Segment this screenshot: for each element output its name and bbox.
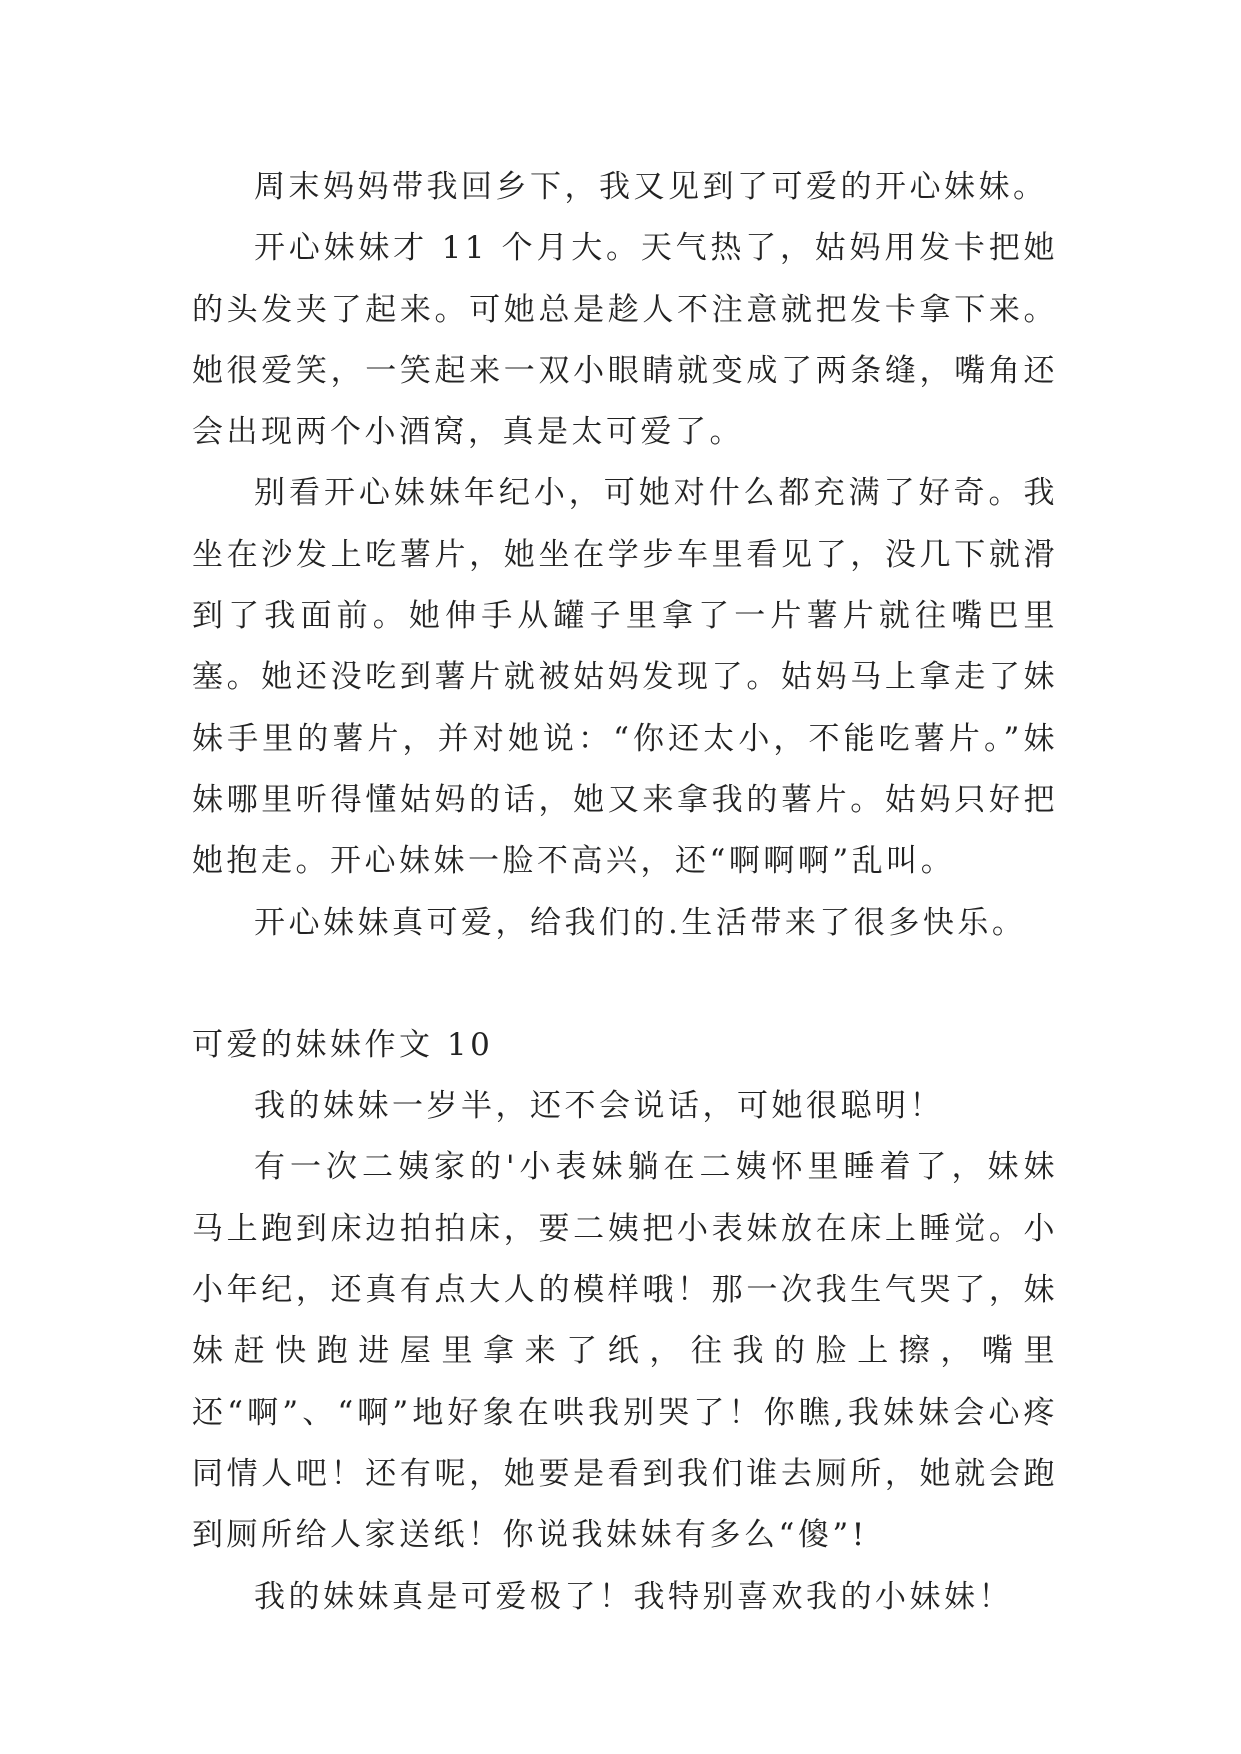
paragraph: 别看开心妹妹年纪小，可她对什么都充满了好奇。我坐在沙发上吃薯片，她坐在学步车里看见了，没几下就滑到了我面前。她伸手从罐子里拿了一片薯片就往嘴巴里塞。她还没吃到薯片就被姑妈发现了。姑妈马上拿走了妹妹手里的薯片，并对她说：“你还太小，不能吃薯片。”妹妹哪里听得懂姑妈的话，她又来拿我的薯片。姑妈只好把她抱走。开心妹妹一脸不高兴，还“啊啊啊”乱叫。 — [192, 475, 1058, 880]
paragraph: 开心妹妹才 11 个月大。天气热了，姑妈用发卡把她的头发夹了起来。可她总是趁人不注意就把发卡拿下来。她很爱笑，一笑起来一双小眼睛就变成了两条缝，嘴角还会出现两个小酒窝，真是太可爱了。 — [192, 230, 1058, 451]
paragraph: 有一次二姨家的'小表妹躺在二姨怀里睡着了，妹妹马上跑到床边拍拍床，要二姨把小表妹放在床上睡觉。小小年纪，还真有点大人的模样哦！那一次我生气哭了，妹妹赶快跑进屋里拿来了纸，往我的脸上擦，嘴里还“啊”、“啊”地好象在哄我别哭了！你瞧,我妹妹会心疼同情人吧！还有呢，她要是看到我们谁去厕所，她就会跑到厕所给人家送纸！你说我妹妹有多么“傻”! — [192, 1149, 1058, 1554]
paragraph: 我的妹妹一岁半，还不会说话，可她很聪明！ — [254, 1088, 944, 1125]
document-body — [192, 157, 1058, 1628]
paragraph: 周末妈妈带我回乡下，我又见到了可爱的开心妹妹。 — [254, 169, 1048, 205]
paragraph: 开心妹妹真可爱，给我们的.生活带来了很多快乐。 — [254, 904, 1027, 941]
section-spacer — [192, 954, 1058, 1015]
paragraph: 我的妹妹真是可爱极了！我特别喜欢我的小妹妹！ — [254, 1578, 1013, 1615]
section-title: 可爱的妹妹作文 10 — [192, 1026, 494, 1063]
